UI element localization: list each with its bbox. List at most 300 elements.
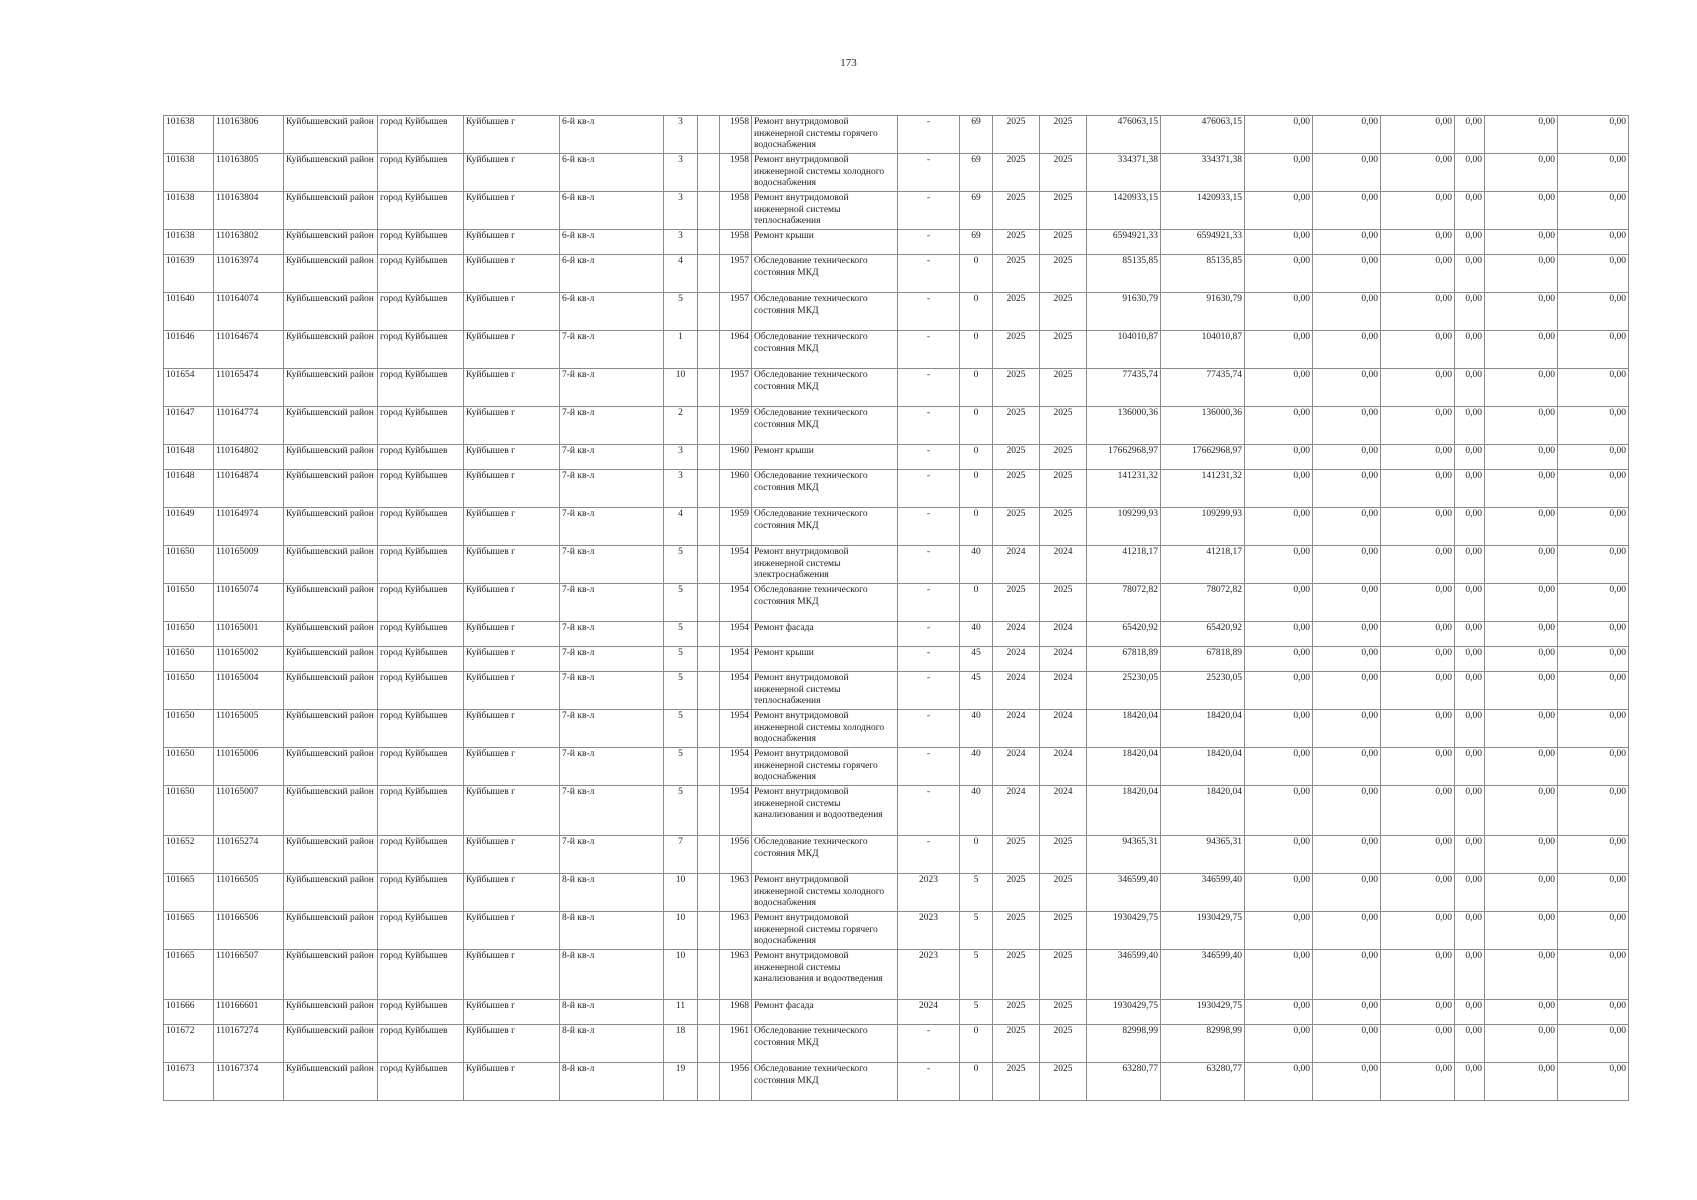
cell-year-built: 1954 xyxy=(720,786,752,836)
table-row xyxy=(164,116,1629,154)
cell-street: 7-й кв-л xyxy=(560,508,664,546)
cell-plan-year-end: 2024 xyxy=(1040,647,1087,672)
cell-house-number: 3 xyxy=(664,116,698,154)
cell-other-funds: 0,00 xyxy=(1485,407,1558,445)
cell-budget-federal: 0,00 xyxy=(1245,470,1313,508)
cell-budget-federal: 0,00 xyxy=(1245,748,1313,786)
cell-house-number: 3 xyxy=(664,230,698,255)
cell-other-funds: 0,00 xyxy=(1485,950,1558,1000)
cell-year-built: 1963 xyxy=(720,912,752,950)
cell-budget-local: 0,00 xyxy=(1381,116,1455,154)
table-body xyxy=(164,116,1629,1101)
cell-year-built: 1957 xyxy=(720,293,752,331)
cell-budget-local: 0,00 xyxy=(1381,584,1455,622)
table-row xyxy=(164,331,1629,369)
cell-building xyxy=(698,470,720,508)
cell-budget-regional: 0,00 xyxy=(1313,255,1381,293)
cell-plan-year-start: 2025 xyxy=(993,508,1040,546)
cell-owners-funds: 0,00 xyxy=(1455,950,1485,1000)
cell-budget-regional: 0,00 xyxy=(1313,470,1381,508)
cell-work-code: 110165007 xyxy=(214,786,284,836)
cell-work-type: Ремонт внутридомовой инженерной системы горячего водоснабжения xyxy=(752,116,898,154)
cell-budget-federal: 0,00 xyxy=(1245,950,1313,1000)
cell-municipality: город Куйбышев xyxy=(378,293,464,331)
cell-work-code: 110164974 xyxy=(214,508,284,546)
cell-work-code: 110165009 xyxy=(214,546,284,584)
cell-total-cost: 1930429,75 xyxy=(1087,912,1161,950)
cell-plan-year-start: 2025 xyxy=(993,950,1040,1000)
cell-house-number: 7 xyxy=(664,836,698,874)
cell-object-id: 101650 xyxy=(164,546,214,584)
cell-fund-cost: 18420,04 xyxy=(1161,748,1245,786)
table-row xyxy=(164,546,1629,584)
cell-reserve-funds: 0,00 xyxy=(1558,622,1629,647)
cell-work-type: Обследование технического состояния МКД xyxy=(752,255,898,293)
cell-budget-federal: 0,00 xyxy=(1245,546,1313,584)
cell-building xyxy=(698,1063,720,1101)
cell-work-type: Обследование технического состояния МКД xyxy=(752,407,898,445)
cell-budget-local: 0,00 xyxy=(1381,912,1455,950)
cell-house-number: 3 xyxy=(664,154,698,192)
cell-budget-local: 0,00 xyxy=(1381,192,1455,230)
table-row xyxy=(164,508,1629,546)
cell-fund-cost: 109299,93 xyxy=(1161,508,1245,546)
cell-last-repair-year: - xyxy=(898,508,960,546)
cell-wear-percent: 69 xyxy=(960,230,993,255)
cell-last-repair-year: 2023 xyxy=(898,950,960,1000)
cell-budget-federal: 0,00 xyxy=(1245,192,1313,230)
cell-budget-local: 0,00 xyxy=(1381,950,1455,1000)
cell-building xyxy=(698,748,720,786)
cell-total-cost: 346599,40 xyxy=(1087,874,1161,912)
cell-reserve-funds: 0,00 xyxy=(1558,874,1629,912)
cell-plan-year-start: 2025 xyxy=(993,1000,1040,1025)
cell-owners-funds: 0,00 xyxy=(1455,116,1485,154)
cell-house-number: 18 xyxy=(664,1025,698,1063)
cell-reserve-funds: 0,00 xyxy=(1558,672,1629,710)
cell-other-funds: 0,00 xyxy=(1485,230,1558,255)
cell-district: Куйбышевский район xyxy=(284,710,378,748)
cell-budget-federal: 0,00 xyxy=(1245,230,1313,255)
cell-locality: Куйбышев г xyxy=(464,546,560,584)
cell-fund-cost: 82998,99 xyxy=(1161,1025,1245,1063)
cell-plan-year-start: 2025 xyxy=(993,836,1040,874)
cell-work-code: 110165274 xyxy=(214,836,284,874)
cell-work-type: Ремонт внутридомовой инженерной системы электроснабжения xyxy=(752,546,898,584)
cell-budget-local: 0,00 xyxy=(1381,154,1455,192)
cell-budget-local: 0,00 xyxy=(1381,407,1455,445)
cell-budget-local: 0,00 xyxy=(1381,836,1455,874)
cell-district: Куйбышевский район xyxy=(284,950,378,1000)
table-row xyxy=(164,445,1629,470)
cell-last-repair-year: - xyxy=(898,584,960,622)
cell-last-repair-year: - xyxy=(898,445,960,470)
cell-last-repair-year: - xyxy=(898,622,960,647)
cell-budget-federal: 0,00 xyxy=(1245,672,1313,710)
cell-locality: Куйбышев г xyxy=(464,369,560,407)
cell-house-number: 5 xyxy=(664,710,698,748)
cell-municipality: город Куйбышев xyxy=(378,1063,464,1101)
table-row xyxy=(164,874,1629,912)
cell-house-number: 5 xyxy=(664,622,698,647)
cell-owners-funds: 0,00 xyxy=(1455,622,1485,647)
cell-wear-percent: 45 xyxy=(960,672,993,710)
cell-budget-local: 0,00 xyxy=(1381,331,1455,369)
cell-other-funds: 0,00 xyxy=(1485,1025,1558,1063)
cell-work-type: Ремонт внутридомовой инженерной системы холодного водоснабжения xyxy=(752,874,898,912)
cell-other-funds: 0,00 xyxy=(1485,293,1558,331)
cell-building xyxy=(698,672,720,710)
cell-plan-year-start: 2024 xyxy=(993,647,1040,672)
cell-reserve-funds: 0,00 xyxy=(1558,584,1629,622)
cell-street: 7-й кв-л xyxy=(560,710,664,748)
cell-wear-percent: 40 xyxy=(960,710,993,748)
cell-total-cost: 78072,82 xyxy=(1087,584,1161,622)
cell-house-number: 10 xyxy=(664,874,698,912)
cell-reserve-funds: 0,00 xyxy=(1558,331,1629,369)
cell-fund-cost: 1420933,15 xyxy=(1161,192,1245,230)
cell-house-number: 10 xyxy=(664,950,698,1000)
cell-year-built: 1954 xyxy=(720,672,752,710)
cell-street: 7-й кв-л xyxy=(560,369,664,407)
cell-fund-cost: 18420,04 xyxy=(1161,710,1245,748)
cell-budget-regional: 0,00 xyxy=(1313,331,1381,369)
cell-budget-federal: 0,00 xyxy=(1245,255,1313,293)
cell-plan-year-end: 2025 xyxy=(1040,1063,1087,1101)
cell-municipality: город Куйбышев xyxy=(378,584,464,622)
cell-reserve-funds: 0,00 xyxy=(1558,950,1629,1000)
cell-plan-year-end: 2025 xyxy=(1040,445,1087,470)
cell-budget-federal: 0,00 xyxy=(1245,912,1313,950)
cell-municipality: город Куйбышев xyxy=(378,786,464,836)
cell-plan-year-start: 2025 xyxy=(993,293,1040,331)
table-row xyxy=(164,584,1629,622)
cell-other-funds: 0,00 xyxy=(1485,584,1558,622)
cell-house-number: 19 xyxy=(664,1063,698,1101)
cell-fund-cost: 63280,77 xyxy=(1161,1063,1245,1101)
cell-object-id: 101640 xyxy=(164,293,214,331)
cell-object-id: 101649 xyxy=(164,508,214,546)
cell-object-id: 101650 xyxy=(164,622,214,647)
cell-municipality: город Куйбышев xyxy=(378,116,464,154)
cell-plan-year-end: 2025 xyxy=(1040,230,1087,255)
cell-locality: Куйбышев г xyxy=(464,1000,560,1025)
cell-owners-funds: 0,00 xyxy=(1455,331,1485,369)
cell-budget-regional: 0,00 xyxy=(1313,912,1381,950)
cell-budget-local: 0,00 xyxy=(1381,508,1455,546)
cell-wear-percent: 0 xyxy=(960,331,993,369)
cell-district: Куйбышевский район xyxy=(284,470,378,508)
cell-total-cost: 6594921,33 xyxy=(1087,230,1161,255)
cell-object-id: 101650 xyxy=(164,786,214,836)
cell-work-code: 110165006 xyxy=(214,748,284,786)
cell-house-number: 10 xyxy=(664,369,698,407)
cell-object-id: 101638 xyxy=(164,154,214,192)
cell-work-code: 110167274 xyxy=(214,1025,284,1063)
cell-plan-year-end: 2025 xyxy=(1040,584,1087,622)
cell-budget-regional: 0,00 xyxy=(1313,1000,1381,1025)
cell-other-funds: 0,00 xyxy=(1485,836,1558,874)
cell-work-type: Ремонт внутридомовой инженерной системы теплоснабжения xyxy=(752,672,898,710)
cell-other-funds: 0,00 xyxy=(1485,154,1558,192)
cell-owners-funds: 0,00 xyxy=(1455,508,1485,546)
cell-object-id: 101650 xyxy=(164,672,214,710)
cell-reserve-funds: 0,00 xyxy=(1558,508,1629,546)
cell-work-code: 110164802 xyxy=(214,445,284,470)
cell-other-funds: 0,00 xyxy=(1485,369,1558,407)
cell-last-repair-year: - xyxy=(898,647,960,672)
table-row xyxy=(164,293,1629,331)
cell-street: 8-й кв-л xyxy=(560,950,664,1000)
cell-wear-percent: 5 xyxy=(960,1000,993,1025)
cell-plan-year-end: 2025 xyxy=(1040,950,1087,1000)
cell-work-type: Ремонт крыши xyxy=(752,445,898,470)
cell-budget-local: 0,00 xyxy=(1381,647,1455,672)
cell-work-code: 110166506 xyxy=(214,912,284,950)
cell-budget-regional: 0,00 xyxy=(1313,786,1381,836)
cell-last-repair-year: 2023 xyxy=(898,912,960,950)
cell-municipality: город Куйбышев xyxy=(378,874,464,912)
cell-locality: Куйбышев г xyxy=(464,786,560,836)
cell-work-code: 110163974 xyxy=(214,255,284,293)
cell-fund-cost: 85135,85 xyxy=(1161,255,1245,293)
cell-total-cost: 17662968,97 xyxy=(1087,445,1161,470)
cell-plan-year-end: 2025 xyxy=(1040,1025,1087,1063)
cell-house-number: 3 xyxy=(664,470,698,508)
cell-total-cost: 94365,31 xyxy=(1087,836,1161,874)
cell-work-code: 110166507 xyxy=(214,950,284,1000)
cell-municipality: город Куйбышев xyxy=(378,836,464,874)
cell-building xyxy=(698,836,720,874)
cell-plan-year-end: 2025 xyxy=(1040,470,1087,508)
cell-budget-federal: 0,00 xyxy=(1245,508,1313,546)
cell-municipality: город Куйбышев xyxy=(378,622,464,647)
cell-plan-year-end: 2025 xyxy=(1040,912,1087,950)
table-row xyxy=(164,950,1629,1000)
cell-work-code: 110165004 xyxy=(214,672,284,710)
cell-street: 7-й кв-л xyxy=(560,546,664,584)
cell-budget-local: 0,00 xyxy=(1381,1063,1455,1101)
cell-work-type: Ремонт фасада xyxy=(752,622,898,647)
cell-last-repair-year: - xyxy=(898,748,960,786)
cell-wear-percent: 40 xyxy=(960,748,993,786)
cell-municipality: город Куйбышев xyxy=(378,369,464,407)
cell-owners-funds: 0,00 xyxy=(1455,192,1485,230)
cell-owners-funds: 0,00 xyxy=(1455,293,1485,331)
cell-total-cost: 77435,74 xyxy=(1087,369,1161,407)
cell-other-funds: 0,00 xyxy=(1485,786,1558,836)
cell-plan-year-end: 2025 xyxy=(1040,1000,1087,1025)
cell-wear-percent: 40 xyxy=(960,546,993,584)
cell-street: 8-й кв-л xyxy=(560,1000,664,1025)
cell-street: 7-й кв-л xyxy=(560,748,664,786)
cell-work-type: Обследование технического состояния МКД xyxy=(752,508,898,546)
cell-plan-year-start: 2025 xyxy=(993,1063,1040,1101)
cell-budget-federal: 0,00 xyxy=(1245,154,1313,192)
cell-wear-percent: 69 xyxy=(960,192,993,230)
cell-object-id: 101647 xyxy=(164,407,214,445)
cell-street: 8-й кв-л xyxy=(560,1025,664,1063)
cell-last-repair-year: - xyxy=(898,293,960,331)
cell-house-number: 5 xyxy=(664,786,698,836)
repair-program-table xyxy=(163,115,1629,1101)
cell-wear-percent: 40 xyxy=(960,786,993,836)
cell-wear-percent: 5 xyxy=(960,874,993,912)
cell-house-number: 5 xyxy=(664,748,698,786)
cell-plan-year-start: 2024 xyxy=(993,622,1040,647)
cell-budget-local: 0,00 xyxy=(1381,1000,1455,1025)
cell-fund-cost: 141231,32 xyxy=(1161,470,1245,508)
cell-budget-local: 0,00 xyxy=(1381,255,1455,293)
cell-wear-percent: 40 xyxy=(960,622,993,647)
cell-building xyxy=(698,950,720,1000)
cell-work-type: Ремонт крыши xyxy=(752,647,898,672)
cell-district: Куйбышевский район xyxy=(284,1063,378,1101)
cell-district: Куйбышевский район xyxy=(284,1025,378,1063)
cell-street: 7-й кв-л xyxy=(560,470,664,508)
cell-locality: Куйбышев г xyxy=(464,584,560,622)
cell-object-id: 101638 xyxy=(164,192,214,230)
cell-locality: Куйбышев г xyxy=(464,836,560,874)
cell-municipality: город Куйбышев xyxy=(378,748,464,786)
cell-reserve-funds: 0,00 xyxy=(1558,546,1629,584)
cell-building xyxy=(698,710,720,748)
cell-total-cost: 109299,93 xyxy=(1087,508,1161,546)
cell-reserve-funds: 0,00 xyxy=(1558,1000,1629,1025)
cell-object-id: 101638 xyxy=(164,116,214,154)
cell-building xyxy=(698,369,720,407)
cell-last-repair-year: - xyxy=(898,407,960,445)
cell-municipality: город Куйбышев xyxy=(378,255,464,293)
cell-fund-cost: 104010,87 xyxy=(1161,331,1245,369)
cell-plan-year-end: 2025 xyxy=(1040,331,1087,369)
cell-reserve-funds: 0,00 xyxy=(1558,369,1629,407)
cell-total-cost: 136000,36 xyxy=(1087,407,1161,445)
cell-plan-year-start: 2024 xyxy=(993,786,1040,836)
cell-plan-year-start: 2025 xyxy=(993,445,1040,470)
cell-last-repair-year: - xyxy=(898,710,960,748)
cell-other-funds: 0,00 xyxy=(1485,912,1558,950)
cell-owners-funds: 0,00 xyxy=(1455,546,1485,584)
cell-fund-cost: 346599,40 xyxy=(1161,874,1245,912)
cell-budget-local: 0,00 xyxy=(1381,293,1455,331)
cell-other-funds: 0,00 xyxy=(1485,192,1558,230)
cell-street: 6-й кв-л xyxy=(560,293,664,331)
cell-building xyxy=(698,255,720,293)
cell-other-funds: 0,00 xyxy=(1485,445,1558,470)
cell-locality: Куйбышев г xyxy=(464,116,560,154)
cell-reserve-funds: 0,00 xyxy=(1558,407,1629,445)
cell-object-id: 101650 xyxy=(164,748,214,786)
cell-building xyxy=(698,584,720,622)
cell-work-type: Обследование технического состояния МКД xyxy=(752,1063,898,1101)
cell-work-code: 110165474 xyxy=(214,369,284,407)
cell-budget-regional: 0,00 xyxy=(1313,407,1381,445)
cell-district: Куйбышевский район xyxy=(284,1000,378,1025)
cell-owners-funds: 0,00 xyxy=(1455,836,1485,874)
table-row xyxy=(164,647,1629,672)
cell-work-type: Обследование технического состояния МКД xyxy=(752,331,898,369)
cell-reserve-funds: 0,00 xyxy=(1558,445,1629,470)
cell-house-number: 5 xyxy=(664,647,698,672)
cell-object-id: 101650 xyxy=(164,584,214,622)
cell-budget-federal: 0,00 xyxy=(1245,786,1313,836)
cell-budget-local: 0,00 xyxy=(1381,710,1455,748)
cell-owners-funds: 0,00 xyxy=(1455,672,1485,710)
cell-fund-cost: 78072,82 xyxy=(1161,584,1245,622)
cell-fund-cost: 91630,79 xyxy=(1161,293,1245,331)
cell-house-number: 10 xyxy=(664,912,698,950)
cell-plan-year-end: 2024 xyxy=(1040,622,1087,647)
cell-total-cost: 82998,99 xyxy=(1087,1025,1161,1063)
cell-last-repair-year: - xyxy=(898,470,960,508)
cell-reserve-funds: 0,00 xyxy=(1558,786,1629,836)
cell-reserve-funds: 0,00 xyxy=(1558,748,1629,786)
cell-street: 8-й кв-л xyxy=(560,874,664,912)
cell-district: Куйбышевский район xyxy=(284,255,378,293)
cell-fund-cost: 94365,31 xyxy=(1161,836,1245,874)
cell-wear-percent: 0 xyxy=(960,836,993,874)
cell-year-built: 1954 xyxy=(720,622,752,647)
cell-year-built: 1958 xyxy=(720,192,752,230)
cell-object-id: 101648 xyxy=(164,445,214,470)
cell-budget-regional: 0,00 xyxy=(1313,1025,1381,1063)
cell-work-type: Обследование технического состояния МКД xyxy=(752,584,898,622)
cell-wear-percent: 0 xyxy=(960,445,993,470)
cell-total-cost: 41218,17 xyxy=(1087,546,1161,584)
cell-budget-federal: 0,00 xyxy=(1245,584,1313,622)
cell-object-id: 101648 xyxy=(164,470,214,508)
cell-district: Куйбышевский район xyxy=(284,508,378,546)
cell-budget-regional: 0,00 xyxy=(1313,874,1381,912)
cell-budget-regional: 0,00 xyxy=(1313,230,1381,255)
cell-district: Куйбышевский район xyxy=(284,192,378,230)
cell-work-type: Ремонт внутридомовой инженерной системы горячего водоснабжения xyxy=(752,912,898,950)
cell-plan-year-start: 2025 xyxy=(993,874,1040,912)
cell-locality: Куйбышев г xyxy=(464,874,560,912)
cell-year-built: 1960 xyxy=(720,445,752,470)
table-row xyxy=(164,192,1629,230)
cell-budget-federal: 0,00 xyxy=(1245,445,1313,470)
cell-object-id: 101665 xyxy=(164,950,214,1000)
table-row xyxy=(164,470,1629,508)
cell-municipality: город Куйбышев xyxy=(378,508,464,546)
cell-wear-percent: 0 xyxy=(960,407,993,445)
cell-building xyxy=(698,622,720,647)
cell-year-built: 1954 xyxy=(720,710,752,748)
cell-reserve-funds: 0,00 xyxy=(1558,912,1629,950)
cell-district: Куйбышевский район xyxy=(284,786,378,836)
cell-locality: Куйбышев г xyxy=(464,1063,560,1101)
cell-owners-funds: 0,00 xyxy=(1455,710,1485,748)
cell-house-number: 3 xyxy=(664,192,698,230)
cell-plan-year-end: 2024 xyxy=(1040,546,1087,584)
cell-plan-year-start: 2025 xyxy=(993,255,1040,293)
cell-budget-regional: 0,00 xyxy=(1313,748,1381,786)
cell-total-cost: 141231,32 xyxy=(1087,470,1161,508)
cell-street: 7-й кв-л xyxy=(560,672,664,710)
cell-locality: Куйбышев г xyxy=(464,672,560,710)
cell-work-type: Ремонт крыши xyxy=(752,230,898,255)
cell-last-repair-year: - xyxy=(898,154,960,192)
cell-plan-year-start: 2025 xyxy=(993,116,1040,154)
cell-object-id: 101650 xyxy=(164,710,214,748)
cell-last-repair-year: - xyxy=(898,192,960,230)
cell-municipality: город Куйбышев xyxy=(378,154,464,192)
cell-plan-year-start: 2024 xyxy=(993,672,1040,710)
cell-other-funds: 0,00 xyxy=(1485,710,1558,748)
cell-building xyxy=(698,331,720,369)
